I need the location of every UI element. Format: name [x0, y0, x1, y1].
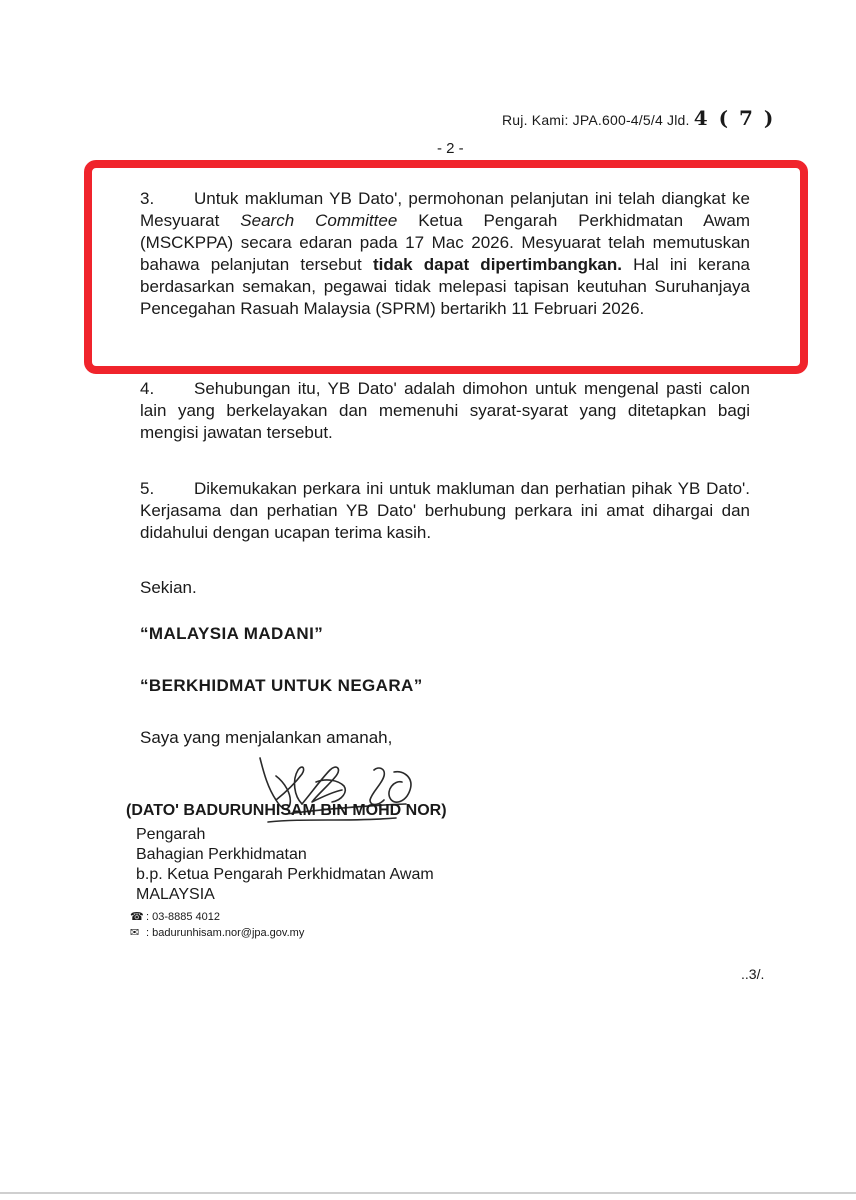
signatory-name: (DATO' BADURUNHISAM BIN MOHD NOR)	[126, 802, 447, 819]
envelope-icon: ✉	[130, 927, 140, 939]
contact-phone	[130, 910, 220, 923]
reference-label: Ruj. Kami: JPA.600-4/5/4 Jld.	[502, 112, 690, 128]
paragraph-text: Sehubungan itu, YB Dato' adalah dimohon untuk mengenal pasti calon lain yang berkelayakan dan memenuhi syarat-syarat yang ditetapkan bagi mengisi jawatan tersebut.	[140, 379, 750, 442]
contact-email	[130, 926, 304, 939]
paragraph-text: Untuk makluman YB Dato', permohonan pelanjutan ini telah diangkat ke Mesyuarat	[140, 189, 750, 230]
phone-number: : 03-8885 4012	[146, 911, 221, 923]
motto-malaysia-madani: “MALAYSIA MADANI”	[140, 624, 324, 643]
paragraph-5	[140, 478, 750, 544]
closing-sekian: Sekian.	[140, 578, 197, 597]
signatory-title: Pengarah	[136, 826, 206, 843]
closing-amanah: Saya yang menjalankan amanah,	[140, 728, 393, 747]
paragraph-text: Dikemukakan perkara ini untuk makluman dan perhatian pihak YB Dato'. Kerjasama dan perhatian YB Dato' berhubung perkara ini amat dihargai dan didahului dengan ucapan terima kasih.	[140, 479, 750, 542]
paragraph-number: 5.	[140, 479, 155, 498]
motto-berkhidmat: “BERKHIDMAT UNTUK NEGARA”	[140, 676, 423, 695]
telephone-icon: ☎	[130, 911, 144, 923]
paragraph-italic-text: Search Committee	[240, 211, 398, 230]
paragraph-text: Ketua Pengarah Perkhidmatan Awam (MSCKPPA) secara edaran pada 17 Mac 2026. Mesyuarat telah memutuskan bahawa pelanjutan tersebut	[140, 211, 751, 274]
paragraph-4	[140, 378, 750, 444]
reference-number	[502, 106, 775, 130]
paragraph-text: Hal ini kerana berdasarkan semakan, pegawai tidak melepasi tapisan keutuhan Suruhanjaya Pencegahan Rasuah Malaysia (SPRM) bertarikh 11 Februari 2026.	[140, 255, 751, 318]
continued-page-marker: ..3/.	[741, 966, 765, 982]
paragraph-number: 3.	[140, 189, 155, 208]
page-edge-line	[0, 1192, 856, 1194]
signatory-country: MALAYSIA	[136, 886, 215, 903]
red-highlight-box	[84, 160, 808, 374]
email-address: : badurunhisam.nor@jpa.gov.my	[146, 927, 305, 939]
page-number: - 2 -	[437, 140, 464, 157]
signatory-division: Bahagian Perkhidmatan	[136, 846, 307, 863]
reference-handwritten: 4 ( 7 )	[693, 106, 776, 130]
signatory-on-behalf: b.p. Ketua Pengarah Perkhidmatan Awam	[136, 866, 434, 883]
paragraph-bold-text: tidak dapat dipertimbangkan.	[372, 255, 622, 274]
handwritten-signature	[246, 752, 426, 836]
paragraph-number: 4.	[140, 379, 155, 398]
